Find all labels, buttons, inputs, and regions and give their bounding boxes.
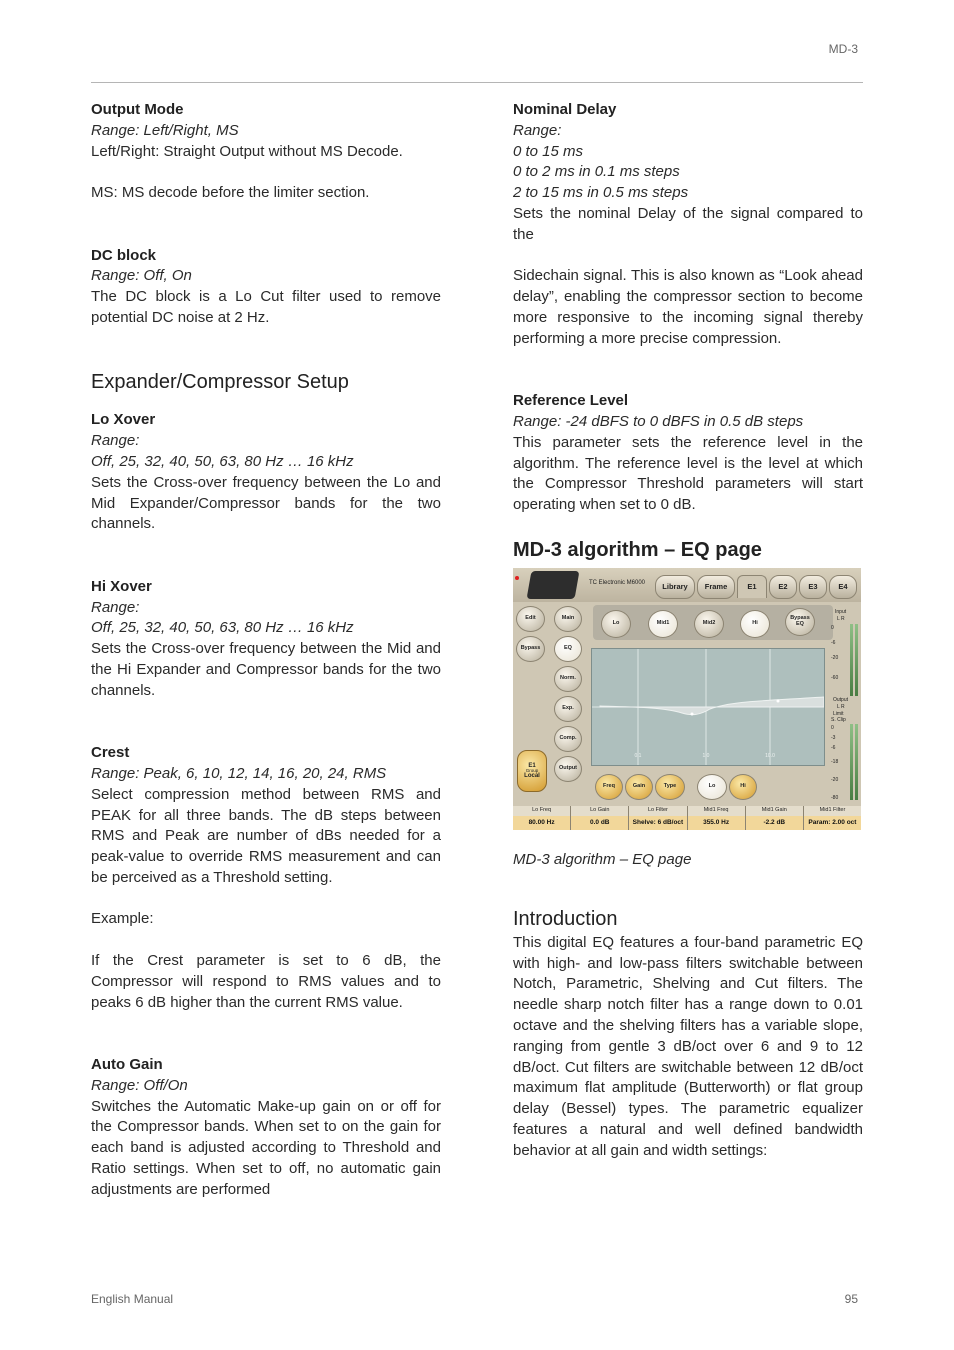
nominal-delay-text-1: Sets the nominal Delay of the signal compared to the <box>513 204 863 243</box>
input-scale-tick: -20 <box>831 654 839 661</box>
output-meter-label: Output <box>833 696 849 703</box>
auto-gain-text: Switches the Automatic Make-up gain on or off for the Compressor bands. When set to on the gain for each band is adjusted according to Threshold and Ratio settings. When set to off, no automatic gain adjustments are performed <box>91 1097 441 1198</box>
band-lo-button[interactable]: Lo <box>601 610 631 638</box>
tick-label: 1.0 <box>702 752 710 759</box>
output-mode-section <box>91 100 441 204</box>
dc-block-text: The DC block is a Lo Cut filter used to remove potential DC noise at 2 Hz. <box>91 288 441 326</box>
nav-comp-button[interactable]: Comp. <box>554 726 582 752</box>
output-meter-right <box>855 724 858 800</box>
soft-clip-label: S. Clip <box>831 716 846 723</box>
power-led-icon <box>515 576 519 580</box>
param-mid1-gain[interactable] <box>746 806 804 830</box>
hi-node-icon <box>777 699 780 702</box>
param-value: 355.0 Hz <box>688 816 745 830</box>
crest-text-1: Select compression method between RMS and PEAK for all three bands. The dB steps between RMS and Peak are number of dBs needed for a peak-value to override RMS measurement and can be perceived as a Threshold setting. <box>91 785 441 886</box>
introduction-text: This digital EQ features a four-band parametric EQ with high- and low-pass filters switchable between Notch, Parametric, Shelving and Cut filters. The needle sharp notch filter has a range down to 0.01 octave and the shelving filters has a variable slope, ranging from gentle 3 dB/oct over 6 and 9 to 12 dB/oct. Cut filters are switchable between 12 dB/oct maximum flat amplitude (Butterworth) or flat group delay (Bessel) types. The parametric equalizer features a natural and well defined bandwidth behavior at all gain and width settings: <box>513 933 863 1159</box>
control-hi-button[interactable]: Hi <box>729 774 757 800</box>
output-mode-text-2: MS: MS decode before the limiter section. <box>91 184 370 202</box>
crest-title: Crest <box>91 744 130 762</box>
lo-xover-section <box>91 410 441 535</box>
output-scale-tick: -18 <box>831 758 839 765</box>
auto-gain-section <box>91 1055 441 1201</box>
edit-button[interactable]: Edit <box>516 606 545 632</box>
eq-response-plot[interactable] <box>591 648 825 766</box>
hi-xover-title: Hi Xover <box>91 577 152 595</box>
output-lr-label: L R <box>837 703 845 710</box>
nav-main-button[interactable]: Main <box>554 606 582 632</box>
param-lo-gain[interactable] <box>571 806 629 830</box>
nominal-delay-section <box>513 100 863 350</box>
input-scale-tick: -6 <box>831 639 836 646</box>
param-label: Lo Filter <box>629 806 686 816</box>
gain-button[interactable]: Gain <box>625 774 653 800</box>
param-value: 80.00 Hz <box>513 816 570 830</box>
page-number: 95 <box>844 1292 858 1306</box>
tab-library[interactable]: Library <box>655 575 695 599</box>
introduction-heading: Introduction <box>513 907 618 930</box>
hi-xover-text: Sets the Cross-over frequency between the Mid and the Hi Expander and Compressor bands for the two channels. <box>91 640 441 699</box>
tick-label: 10.0 <box>765 752 775 759</box>
header-rule <box>91 82 863 83</box>
tab-e1[interactable]: E1 <box>737 575 767 598</box>
type-button[interactable]: Type <box>655 774 685 800</box>
eq-curve-graph <box>592 649 824 765</box>
tab-frame[interactable]: Frame <box>697 575 735 599</box>
auto-gain-title: Auto Gain <box>91 1056 163 1074</box>
param-value: Param: 2.00 oct <box>804 816 861 830</box>
freq-button[interactable]: Freq <box>595 774 623 800</box>
output-meter-left <box>850 724 853 800</box>
control-lo-button[interactable]: Lo <box>697 774 727 800</box>
auto-gain-range: Range: Off/On <box>91 1076 188 1094</box>
hi-xover-range-label: Range: <box>91 598 140 616</box>
figure-caption: MD-3 algorithm – EQ page <box>513 850 692 868</box>
bypass-button[interactable]: Bypass <box>516 636 545 662</box>
output-mode-range: Range: Left/Right, MS <box>91 121 239 139</box>
eq-curve <box>600 697 824 715</box>
reference-level-range: Range: -24 dBFS to 0 dBFS in 0.5 dB steps <box>513 412 804 430</box>
eq-page-screenshot <box>513 568 861 830</box>
output-scale-tick: -6 <box>831 744 836 751</box>
left-column <box>91 100 441 1242</box>
group-label: Group <box>525 767 539 773</box>
output-scale-tick: -80 <box>831 794 839 801</box>
nav-norm-button[interactable]: Norm. <box>554 666 582 692</box>
running-head: MD-3 <box>828 42 858 56</box>
local-label: Local <box>524 773 540 780</box>
nominal-delay-title: Nominal Delay <box>513 101 617 118</box>
reference-level-text: This parameter sets the reference level in the algorithm. The reference level is the level at which the Compressor Threshold parameters will start operating when set to 0 dB. <box>513 433 863 514</box>
output-scale-tick: -20 <box>831 776 839 783</box>
param-lo-filter[interactable] <box>629 806 687 830</box>
nav-eq-button[interactable]: EQ <box>554 636 582 662</box>
reference-level-title: Reference Level <box>513 392 629 410</box>
e1-label: E1 <box>528 762 536 769</box>
param-label: Lo Gain <box>571 806 628 816</box>
dc-block-title: DC block <box>91 246 157 264</box>
level-meters <box>831 608 859 802</box>
output-mode-text-1: Left/Right: Straight Output without MS Decode. <box>91 142 403 160</box>
input-meter-label: Input <box>835 608 847 615</box>
nominal-delay-range-1: 0 to 15 ms <box>513 142 584 160</box>
dc-block-range: Range: Off, On <box>91 267 192 285</box>
lo-xover-text: Sets the Cross-over frequency between the Lo and Mid Expander/Compressor bands for the two channels. <box>91 473 441 533</box>
input-scale-tick: -60 <box>831 674 839 681</box>
param-lo-freq[interactable] <box>513 806 571 830</box>
lo-xover-range: Off, 25, 32, 40, 50, 63, 80 Hz … 16 kHz <box>91 452 354 470</box>
lo-xover-range-label: Range: <box>91 432 140 450</box>
nominal-delay-text-2: Sidechain signal. This is also known as “Look ahead delay”, enabling the compressor section to become more responsive to the incoming signal thereby performing a more precise compression. <box>513 267 863 347</box>
param-label: Mid1 Gain <box>746 806 803 816</box>
crest-section <box>91 743 441 1013</box>
device-logo-icon <box>527 571 580 599</box>
band-mid1-button[interactable]: Mid1 <box>648 610 678 638</box>
right-column <box>513 100 863 1162</box>
hi-xover-section <box>91 577 441 702</box>
param-value: 0.0 dB <box>571 816 628 830</box>
output-mode-title: Output Mode <box>91 101 184 118</box>
param-label: Lo Freq <box>513 806 570 816</box>
hi-xover-range: Off, 25, 32, 40, 50, 63, 80 Hz … 16 kHz <box>91 619 354 637</box>
eq-page-heading: MD-3 algorithm – EQ page <box>513 538 762 561</box>
nominal-delay-range-label: Range: <box>513 121 562 139</box>
param-value: -2.2 dB <box>746 816 803 830</box>
dc-block-section <box>91 246 441 329</box>
e1-group-local-button[interactable] <box>517 750 547 792</box>
mid1-node-icon <box>691 712 694 715</box>
parameter-bar <box>513 806 861 830</box>
lo-xover-title: Lo Xover <box>91 411 156 429</box>
nav-output-button[interactable]: Output <box>554 756 582 782</box>
expander-compressor-heading: Expander/Compressor Setup <box>91 371 349 394</box>
param-mid1-freq[interactable] <box>688 806 746 830</box>
band-mid2-button[interactable]: Mid2 <box>694 610 724 638</box>
param-label: Mid1 Filter <box>804 806 861 816</box>
tab-e4[interactable]: E4 <box>829 575 857 599</box>
input-meter-right <box>855 624 858 696</box>
footer-left: English Manual <box>91 1292 174 1306</box>
param-label: Mid1 Freq <box>688 806 745 816</box>
nominal-delay-range-3: 2 to 15 ms in 0.5 ms steps <box>513 184 689 202</box>
input-lr-label: L R <box>837 615 845 622</box>
tab-e2[interactable]: E2 <box>769 575 797 599</box>
param-mid1-filter[interactable] <box>804 806 861 830</box>
output-scale-tick: 0 <box>831 724 834 731</box>
reference-level-section <box>513 391 863 516</box>
nominal-delay-range-2: 0 to 2 ms in 0.1 ms steps <box>513 163 680 181</box>
input-meter-left <box>850 624 853 696</box>
screenshot-brand: TC Electronic M6000 <box>589 579 646 586</box>
output-scale-tick: -3 <box>831 734 836 741</box>
tick-label: 0.1 <box>634 752 642 759</box>
band-hi-button[interactable]: Hi <box>740 610 770 638</box>
crest-text-3: If the Crest parameter is set to 6 dB, the Compressor will respond to RMS values and to peaks 6 dB higher than the current RMS value. <box>91 952 441 1011</box>
crest-range: Range: Peak, 6, 10, 12, 14, 16, 20, 24, RMS <box>91 764 387 782</box>
param-value: Shelve: 6 dB/oct <box>629 816 686 830</box>
input-scale-tick: 0 <box>831 624 834 631</box>
limit-label: Limit <box>833 710 844 717</box>
tab-e3[interactable]: E3 <box>799 575 827 599</box>
nav-exp-button[interactable]: Exp. <box>554 696 582 722</box>
bypass-eq-button[interactable]: Bypass EQ <box>785 608 815 636</box>
crest-text-2: Example: <box>91 910 154 928</box>
